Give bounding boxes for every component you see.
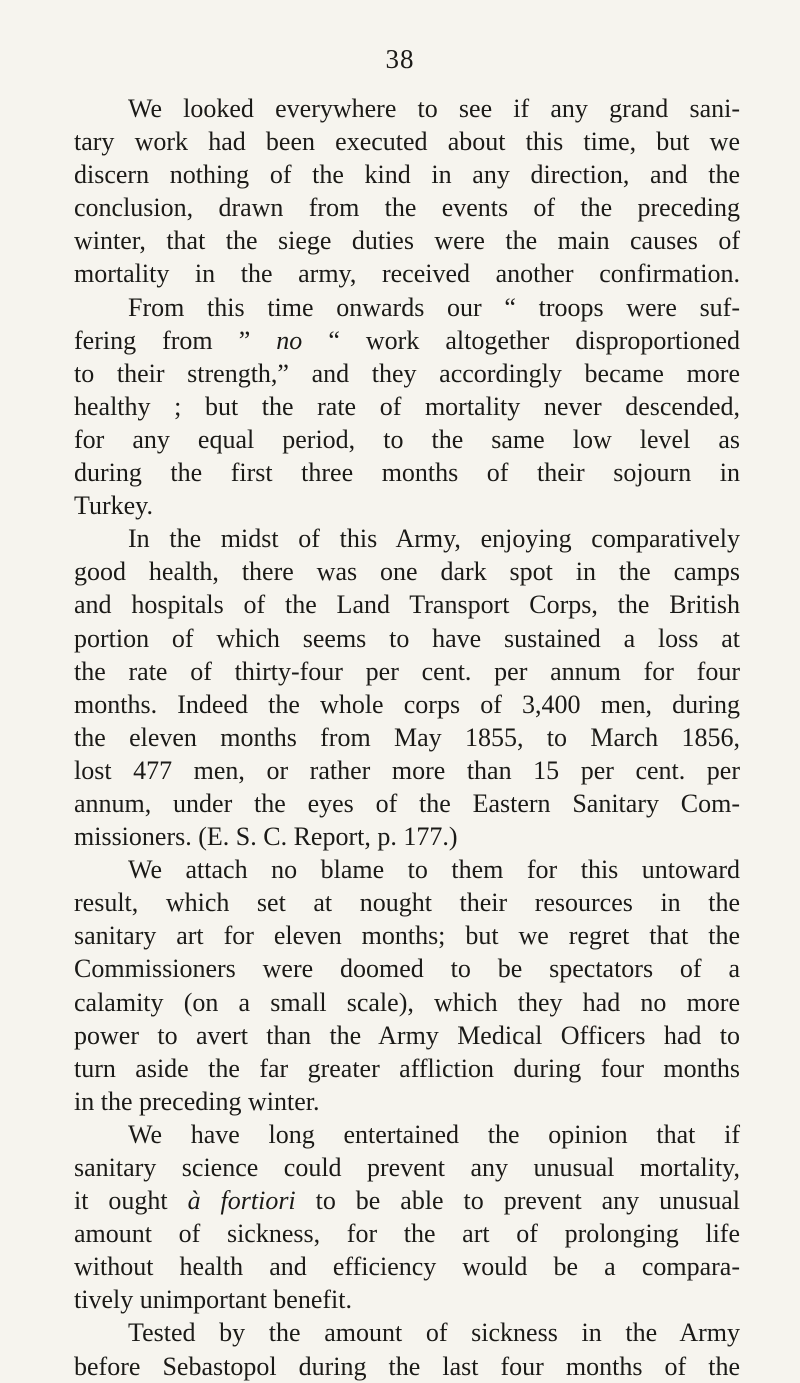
- text-line: calamity (on a small scale), which they had no more: [74, 987, 740, 1017]
- text-line: mortality in the army, received another confirmation.: [74, 259, 740, 289]
- text-line: discern nothing of the kind in any direction, and the: [74, 160, 740, 190]
- text-line: result, which set at nought their resources in the: [74, 888, 740, 918]
- text-line: We have long entertained the opinion that if: [128, 1119, 740, 1149]
- paragraph: [74, 291, 740, 523]
- text-line: in the preceding winter.: [74, 1086, 320, 1116]
- text-line: good health, there was one dark spot in the camps: [74, 557, 740, 587]
- text-line: and hospitals of the Land Transport Corps, the British: [74, 590, 740, 620]
- text-line: tively unimportant benefit.: [74, 1285, 352, 1315]
- text-line: months. Indeed the whole corps of 3,400 men, during: [74, 689, 740, 719]
- text-line: conclusion, drawn from the events of the preceding: [74, 193, 740, 223]
- text-line: Turkey.: [74, 491, 153, 521]
- paragraph: [74, 1118, 740, 1317]
- italic-term: à fortiori: [187, 1186, 296, 1216]
- text-line: annum, under the eyes of the Eastern Sanitary Com-: [74, 788, 740, 818]
- paragraph: [74, 853, 740, 1118]
- text-line: From this time onwards our “ troops were suf-: [128, 292, 740, 322]
- text-line: before Sebastopol during the last four months of the: [74, 1351, 740, 1381]
- text-line: fering from ” no “ work altogether disproportioned: [74, 325, 740, 355]
- text-line: during the first three months of their sojourn in: [74, 458, 740, 488]
- text-line: without health and efficiency would be a compara-: [74, 1252, 740, 1282]
- text-line: to their strength,” and they accordingly became more: [74, 358, 740, 388]
- text-line: tary work had been executed about this time, but we: [74, 127, 740, 157]
- paragraph: [74, 92, 740, 291]
- text-line: the rate of thirty-four per cent. per annum for four: [74, 656, 740, 686]
- text-line: turn aside the far greater affliction during four months: [74, 1053, 740, 1083]
- text-line: lost 477 men, or rather more than 15 per cent. per: [74, 755, 740, 785]
- body-text: [74, 92, 740, 1383]
- text-line: winter, that the siege duties were the main causes of: [74, 226, 740, 256]
- text-line: for any equal period, to the same low level as: [74, 424, 740, 454]
- text-line: power to avert than the Army Medical Officers had to: [74, 1020, 740, 1050]
- italic-term: no: [250, 325, 329, 355]
- text-line: it ought à fortiori to be able to prevent any unusual: [74, 1186, 740, 1216]
- text-line: amount of sickness, for the art of prolonging life: [74, 1219, 740, 1249]
- text-line: Commissioners were doomed to be spectators of a: [74, 954, 740, 984]
- text-line: sanitary art for eleven months; but we regret that the: [74, 921, 740, 951]
- text-line: portion of which seems to have sustained a loss at: [74, 623, 740, 653]
- paragraph: [74, 1316, 740, 1382]
- text-line: We looked everywhere to see if any grand sani-: [128, 94, 740, 123]
- text-line: the eleven months from May 1855, to March 1856,: [74, 722, 740, 752]
- text-line: Tested by the amount of sickness in the Army: [128, 1318, 740, 1348]
- text-line: We attach no blame to them for this untoward: [128, 855, 740, 885]
- text-line: healthy ; but the rate of mortality never descended,: [74, 391, 740, 421]
- text-line: sanitary science could prevent any unusual mortality,: [74, 1153, 740, 1182]
- text-line: missioners. (E. S. C. Report, p. 177.): [74, 822, 458, 852]
- text-line: In the midst of this Army, enjoying comparatively: [128, 524, 740, 554]
- paragraph: [74, 522, 740, 853]
- page-number: 38: [385, 44, 415, 74]
